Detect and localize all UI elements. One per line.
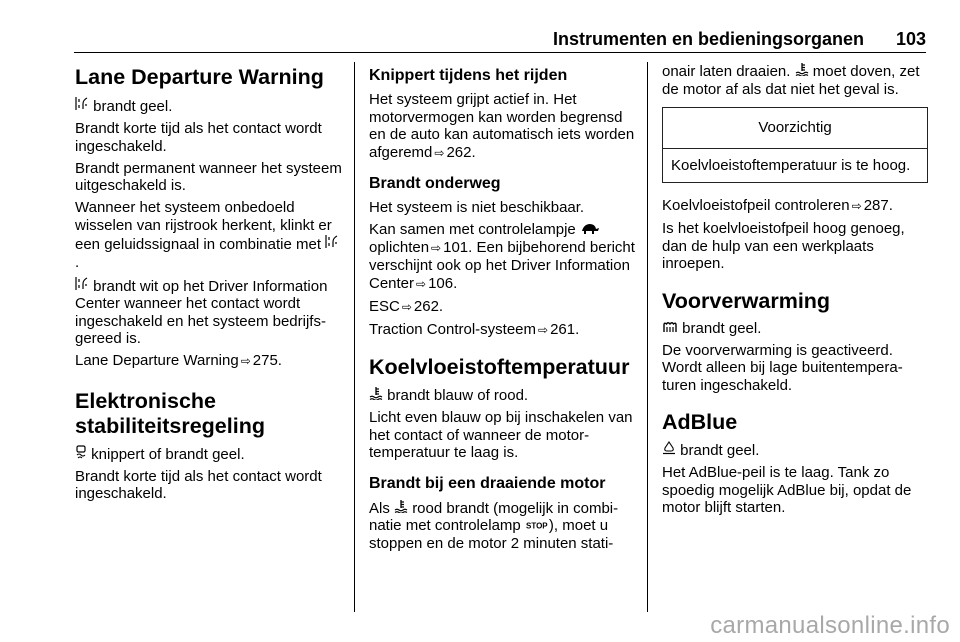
- glow-plug-icon: [662, 320, 678, 338]
- heading-esc: Elektronische stabiliteitsregeling: [75, 388, 265, 438]
- paragraph: Brandt korte tijd als het contact wordt ingeschakeld.: [75, 120, 322, 155]
- header-rule: [74, 52, 926, 53]
- column-divider-2: [647, 62, 648, 612]
- lane-departure-warning-icon: [75, 276, 89, 296]
- page-reference[interactable]: 262.: [446, 143, 476, 161]
- paragraph: brandt wit op het Driver Information Center wanneer het contact wordt ingeschakeld en het systeem bedrijfsgereed is.: [75, 277, 328, 347]
- page-reference[interactable]: 106.: [428, 274, 458, 292]
- reference-arrow-icon: ⇨: [401, 299, 412, 314]
- reference-arrow-icon: ⇨: [851, 199, 862, 213]
- caution-title: Voorzichtig: [663, 108, 927, 149]
- reference-arrow-icon: ⇨: [431, 240, 442, 255]
- page-reference[interactable]: 287.: [863, 197, 893, 214]
- stop-icon: [525, 517, 549, 535]
- coolant-temperature-icon: [795, 62, 809, 81]
- coolant-temperature-icon: [394, 499, 408, 518]
- page-header: [74, 29, 926, 51]
- reference-arrow-icon: ⇨: [434, 145, 445, 160]
- adblue-icon: [662, 441, 676, 460]
- heading-lane-departure: Lane Departure Warning: [75, 65, 324, 89]
- column-3: [662, 62, 928, 521]
- paragraph: Het systeem is niet beschikbaar.: [369, 199, 585, 216]
- paragraph: Kan samen met controlelampje oplichten ⇨ 101. Een bijbehorend bericht verschijnt ook op het Driver Information Center ⇨ 106.: [369, 221, 635, 292]
- heading-blinking: Knippert tijdens het rijden: [369, 67, 568, 84]
- page-reference[interactable]: 262.: [413, 297, 444, 315]
- page-reference[interactable]: 101. Een bijbehorend bericht verschijnt ook op het Driver Information Center: [369, 238, 635, 292]
- page-reference[interactable]: 261.: [550, 320, 580, 338]
- heading-preheat: Voorverwarming: [662, 288, 831, 313]
- paragraph: Het systeem grijpt actief in. Het motorvermogen kan worden begrensd en de auto kan automatisch iets worden afgeremd ⇨ 262.: [369, 91, 635, 161]
- heading-coolant: Koelvloeistoftemperatuur: [369, 355, 630, 379]
- paragraph: ESC ⇨ 262.: [369, 297, 444, 315]
- caution-box: [662, 107, 928, 183]
- paragraph: Brandt korte tijd als het contact wordt ingeschakeld.: [75, 467, 322, 502]
- coolant-temperature-icon: [369, 386, 383, 405]
- reference-arrow-icon: ⇨: [416, 276, 427, 291]
- paragraph: Lane Departure Warning ⇨ 275.: [75, 352, 282, 369]
- paragraph: Brandt permanent wanneer het systeem uitgeschakeld is.: [75, 159, 342, 194]
- paragraph: De voorverwarming is geactiveerd. Wordt alleen bij lage buitentemperaturen ingeschakeld.: [662, 341, 903, 394]
- paragraph: Traction Control-systeem ⇨ 261.: [369, 320, 580, 338]
- header-title: Instrumenten en bedieningsorganen: [552, 29, 864, 49]
- column-1: [75, 62, 343, 507]
- svg-text:STOP: STOP: [525, 521, 548, 530]
- heading-running-engine: Brandt bij een draaiende motor: [369, 474, 606, 492]
- paragraph: Koelvloeistofpeil controleren ⇨ 287.: [662, 197, 893, 214]
- paragraph: Het AdBlue-peil is te laag. Tank zo spoedig mogelijk AdBlue bij, opdat de motor blijft starten.: [662, 464, 912, 516]
- caution-body: Koelvloeistoftemperatuur is te hoog.: [671, 156, 911, 174]
- paragraph: knippert of brandt geel.: [75, 445, 343, 464]
- paragraph: Wanneer het systeem onbedoeld wisselen van rijstrook herkent, klinkt er een geluidssignaal in combinatie met .: [75, 199, 343, 271]
- reference-arrow-icon: ⇨: [538, 322, 549, 337]
- column-2: [369, 62, 635, 557]
- paragraph: Licht even blauw op bij inschakelen van het contact of wanneer de motortemperatuur te laag is.: [369, 409, 633, 461]
- paragraph: brandt geel.: [662, 441, 928, 460]
- paragraph: brandt geel.: [75, 96, 343, 116]
- lane-departure-warning-icon: [75, 96, 89, 116]
- paragraph: Als rood brandt (mogelijk in combinatie met controlelamp STOP ), moet u stoppen en de motor 2 minuten stati-: [369, 499, 619, 552]
- esc-skid-icon: [75, 445, 87, 464]
- lane-departure-warning-icon: [325, 234, 339, 254]
- turtle-icon: [580, 221, 600, 239]
- paragraph: brandt blauw of rood.: [369, 386, 635, 405]
- paragraph: brandt geel.: [662, 320, 928, 338]
- page-number: 103: [895, 29, 926, 49]
- column-divider-1: [354, 62, 355, 612]
- watermark: carmanualsonline.info: [710, 612, 950, 639]
- paragraph: onair laten draaien. moet doven, zet de motor af als dat niet het geval is.: [662, 63, 920, 98]
- paragraph: Is het koelvloeistofpeil hoog genoeg, dan de hulp van een werkplaats inroepen.: [662, 220, 905, 272]
- heading-adblue: AdBlue: [662, 410, 738, 434]
- reference-arrow-icon: ⇨: [240, 354, 251, 368]
- heading-lit-while-driving: Brandt onderweg: [369, 175, 501, 192]
- page-reference[interactable]: 275.: [252, 352, 282, 369]
